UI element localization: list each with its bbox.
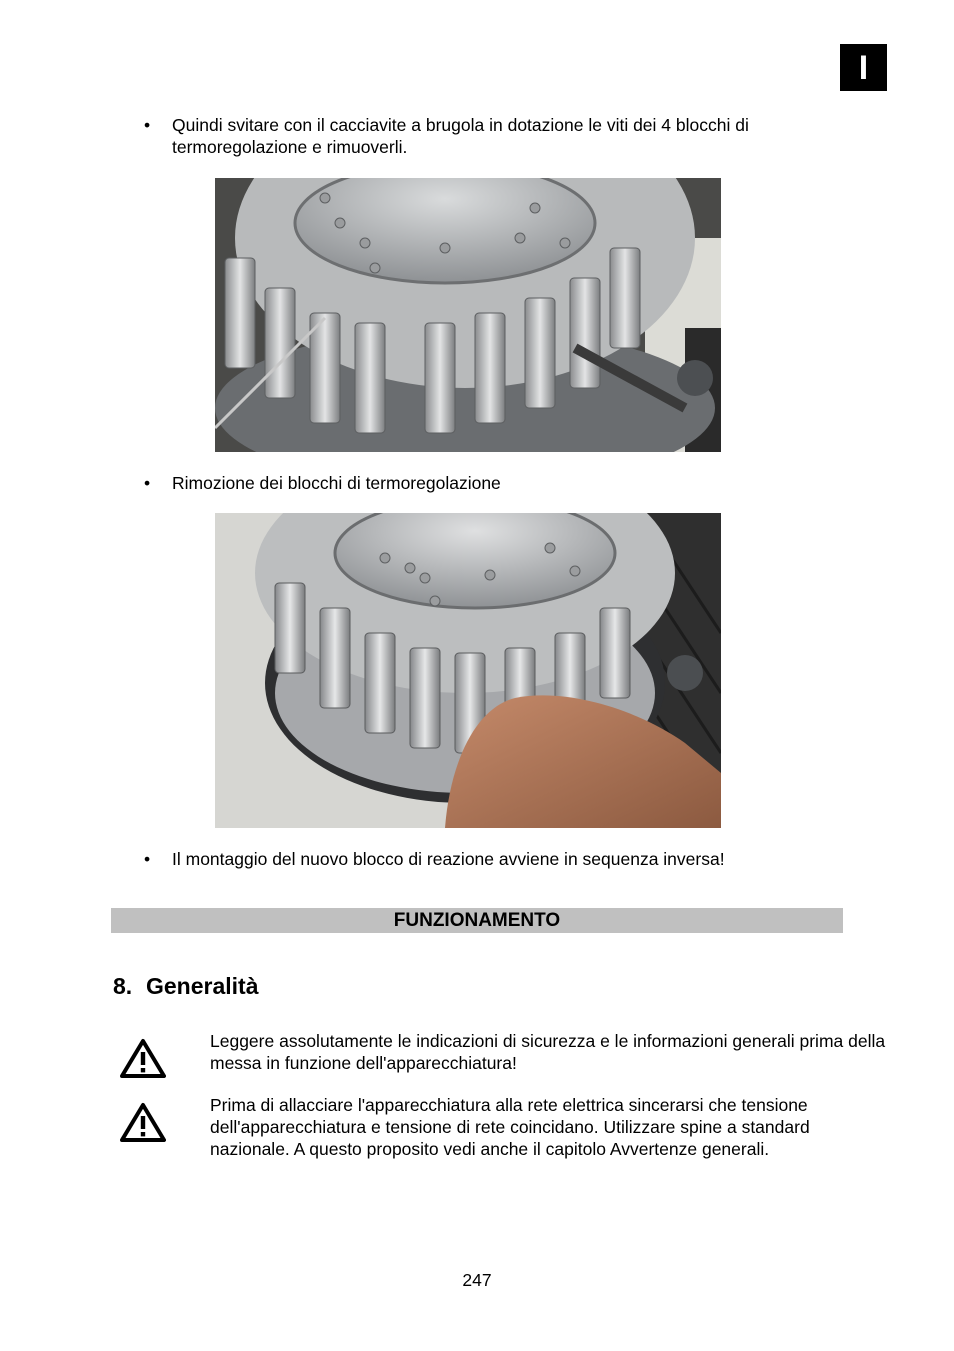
photo-removing-blocks bbox=[215, 513, 721, 828]
bullet-item bbox=[144, 472, 864, 494]
warning-triangle-icon bbox=[120, 1102, 166, 1142]
language-tab: I bbox=[840, 44, 887, 91]
photo-unscrewing-blocks bbox=[215, 178, 721, 452]
photo-illustration bbox=[215, 178, 721, 452]
warning-text: Leggere assolutamente le indicazioni di sicurezza e le informazioni generali prima della messa in funzione dell'apparecchiatura! bbox=[210, 1031, 886, 1073]
page-number: 247 bbox=[462, 1270, 492, 1290]
bullet-symbol: • bbox=[144, 849, 151, 869]
bullet-symbol: • bbox=[144, 115, 151, 135]
bullet-text: Rimozione dei blocchi di termoregolazione bbox=[172, 473, 501, 493]
bullet-text: Quindi svitare con il cacciavite a brugola in dotazione le viti dei 4 blocchi di termoregolazione e rimuoverli. bbox=[172, 115, 749, 157]
chapter-title: Generalità bbox=[146, 973, 259, 999]
photo-illustration bbox=[215, 513, 721, 828]
section-title-bar: FUNZIONAMENTO bbox=[111, 908, 843, 933]
bullet-text: Il montaggio del nuovo blocco di reazione avviene in sequenza inversa! bbox=[172, 849, 725, 869]
bullet-symbol: • bbox=[144, 473, 151, 493]
warning-triangle-icon bbox=[120, 1038, 166, 1078]
chapter-heading bbox=[113, 973, 259, 1000]
chapter-number: 8. bbox=[113, 973, 133, 999]
bullet-item bbox=[144, 848, 864, 870]
warning-text: Prima di allacciare l'apparecchiatura alla rete elettrica sincerarsi che tensione dell'apparecchiatura e tensione di rete coincidano. Utilizzare spine a standard nazionale. A questo proposito vedi anche il capitolo Avvertenze generali. bbox=[210, 1095, 810, 1159]
bullet-item bbox=[144, 114, 864, 158]
